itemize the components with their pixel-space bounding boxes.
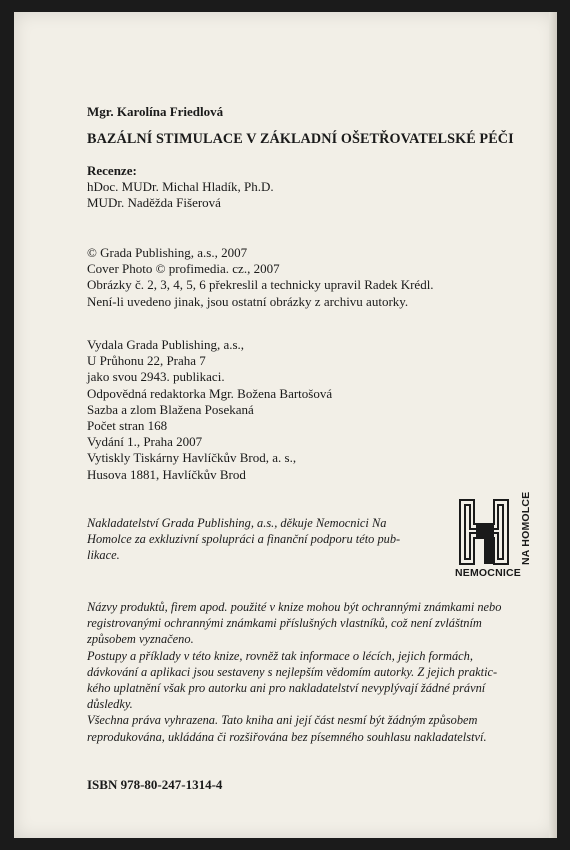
acknowledgement	[87, 515, 442, 564]
reviews-heading: Recenze:	[87, 163, 137, 178]
legal-line: Názvy produktů, firem apod. použité v knize mohou být ochrannými známkami nebo	[87, 600, 502, 614]
acknowledgement-line: Nakladatelství Grada Publishing, a.s., děkuje Nemocnici Na	[87, 516, 387, 530]
logo-vertical-caption: NA HOMOLCE	[520, 491, 532, 565]
page-edge	[549, 12, 557, 838]
legal-line: způsobem vyznačeno.	[87, 632, 194, 647]
author-name: Mgr. Karolína Friedlová	[87, 104, 224, 119]
acknowledgement-line: likace.	[87, 548, 120, 563]
publisher-section	[87, 337, 332, 483]
reviews-section	[87, 163, 274, 212]
isbn: ISBN 978-80-247-1314-4	[87, 777, 223, 792]
legal-line: důsledky.	[87, 697, 133, 712]
publisher-line: Vydala Grada Publishing, a.s.,	[87, 337, 245, 352]
copyright-line: © Grada Publishing, a.s., 2007	[87, 245, 248, 260]
legal-line: dávkování a aplikaci jsou sestaveny s nejlepším vědomím autorky. Z jejich praktic-	[87, 664, 498, 679]
legal-line: kého uplatnění však pro autorku ani pro nakladatelství nevyplývají žádné právní	[87, 681, 486, 696]
publisher-line: jako svou 2943. publikaci.	[87, 369, 225, 385]
publisher-line: U Průhonu 22, Praha 7	[87, 353, 206, 369]
publisher-line: Vydání 1., Praha 2007	[87, 434, 203, 450]
copyright-section	[87, 245, 434, 310]
legal-notice	[87, 599, 543, 745]
legal-line: Všechna práva vyhrazena. Tato kniha ani její část nesmí být žádným způsobem	[87, 713, 478, 728]
legal-line: registrovanými ochrannými známkami příslušných vlastníků, což není zvláštním	[87, 616, 482, 631]
publisher-line: Počet stran 168	[87, 418, 168, 434]
publisher-line: Sazba a zlom Blažena Posekaná	[87, 401, 254, 417]
acknowledgement-line: Homolce za exkluzivní spolupráci a finanční podporu této pub-	[87, 532, 401, 547]
logo-caption: NEMOCNICE	[455, 567, 521, 579]
legal-line: reprodukována, ukládána či rozšiřována bez písemného souhlasu nakladatelství.	[87, 729, 487, 744]
publisher-line: Odpovědná redaktorka Mgr. Božena Bartošová	[87, 385, 333, 401]
copyright-line: Není-li uvedeno jinak, jsou ostatní obrázky z archivu autorky.	[87, 293, 409, 309]
copyright-line: Obrázky č. 2, 3, 4, 5, 6 překreslil a technicky upravil Radek Krédl.	[87, 277, 434, 293]
copyright-line: Cover Photo © profimedia. cz., 2007	[87, 261, 280, 277]
reviewer: hDoc. MUDr. Michal Hladík, Ph.D.	[87, 179, 274, 195]
publisher-line: Husova 1881, Havlíčkův Brod	[87, 466, 246, 482]
publisher-line: Vytiskly Tiskárny Havlíčkův Brod, a. s.,	[87, 450, 297, 466]
book-title: BAZÁLNÍ STIMULACE V ZÁKLADNÍ OŠETŘOVATELSKÉ PÉČI	[87, 131, 514, 147]
legal-line: Postupy a příklady v této knize, rovněž tak informace o lécích, jejich formách,	[87, 648, 473, 663]
reviewer: MUDr. Naděžda Fišerová	[87, 195, 221, 211]
